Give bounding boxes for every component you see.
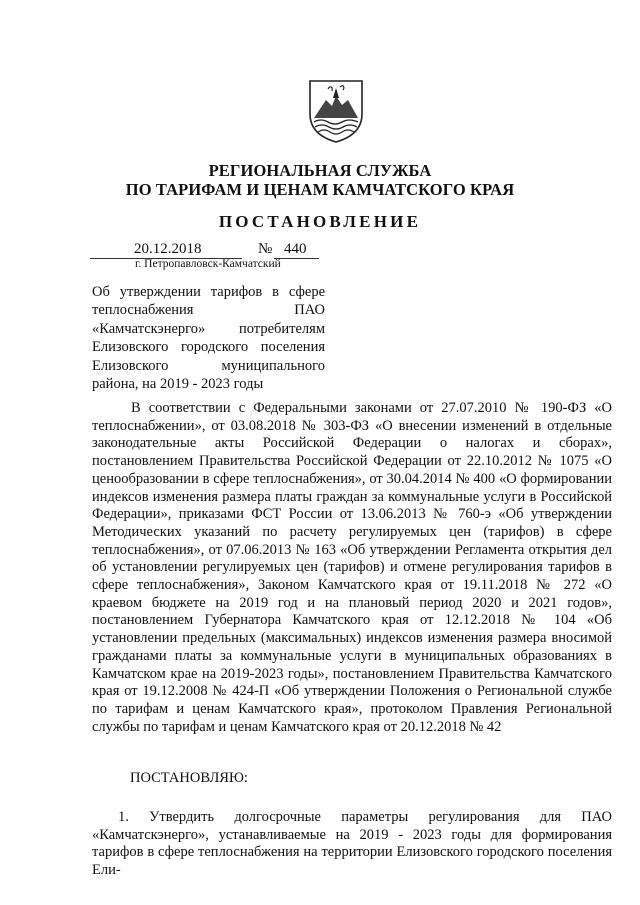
document-type-title: ПОСТАНОВЛЕНИЕ bbox=[218, 212, 422, 231]
document-body bbox=[92, 400, 612, 736]
decree-word: ПОСТАНОВЛЯЮ: bbox=[130, 770, 248, 786]
document-date: 20.12.2018 bbox=[134, 241, 202, 257]
issue-city: г. Петропавловск-Камчатский bbox=[135, 258, 281, 270]
decree-item-1: 1. Утвердить долгосрочные параметры регулирования для ПАО «Камчатскэнерго», устанавливаемые на 2019 - 2023 годы для формирования тарифов в сфере теплоснабжения на территории Елизовского городского поселения Ели- bbox=[92, 809, 612, 879]
org-name-line2: ПО ТАРИФАМ И ЦЕНАМ КАМЧАТСКОГО КРАЯ bbox=[125, 180, 515, 199]
document-number: 440 bbox=[284, 241, 307, 257]
org-name-line1: РЕГИОНАЛЬНАЯ СЛУЖБА bbox=[208, 161, 432, 180]
number-label: № bbox=[258, 241, 273, 257]
preamble-paragraph: В соответствии с Федеральными законами от 27.07.2010 № 190-ФЗ «О теплоснабжении», от 03.08.2018 № 303-ФЗ «О внесении изменений в отдельные законодательные акты Российской Федерации о налогах и сборах», постановлением Правительства Российской Федерации от 22.10.2012 № 1075 «О ценообразовании в сфере теплоснабжения», от 30.04.2014 № 400 «О формировании индексов изменения размера платы граждан за коммунальные услуги в Российской Федерации», приказами ФСТ России от 13.06.2013 № 760-э «Об утверждении Методических указаний по расчету регулируемых цен (тарифов) в сфере теплоснабжения», от 07.06.2013 № 163 «Об утверждении Регламента открытия дел об установлении регулируемых цен (тарифов) и отмене регулирования тарифов в сфере теплоснабжения», Законом Камчатского края от 19.11.2018 № 272 «О краевом бюджете на 2019 год и на плановый период 2020 и 2021 годов», постановлением Губернатора Камчатского края от 12.12.2018 № 104 «Об установлении предельных (максимальных) индексов изменения размера вносимой гражданами платы за коммунальные услуги в муниципальных образованиях в Камчатском крае на 2019-2023 годы», постановлением Правительства Камчатского края от 19.12.2008 № 424-П «Об утверждении Положения о Региональной службе по тарифам и ценам Камчатского края», протоколом Правления Региональной службы по тарифам и ценам Камчатского края от 20.12.2018 № 42 bbox=[92, 400, 612, 735]
kamchatka-coat-of-arms-icon bbox=[306, 78, 366, 144]
document-subject: Об утверждении тарифов в сфере теплоснабжения ПАО «Камчатскэнерго» потребителям Елизовского городского поселения Елизовского муниципального района, на 2019 - 2023 годы bbox=[92, 284, 325, 393]
